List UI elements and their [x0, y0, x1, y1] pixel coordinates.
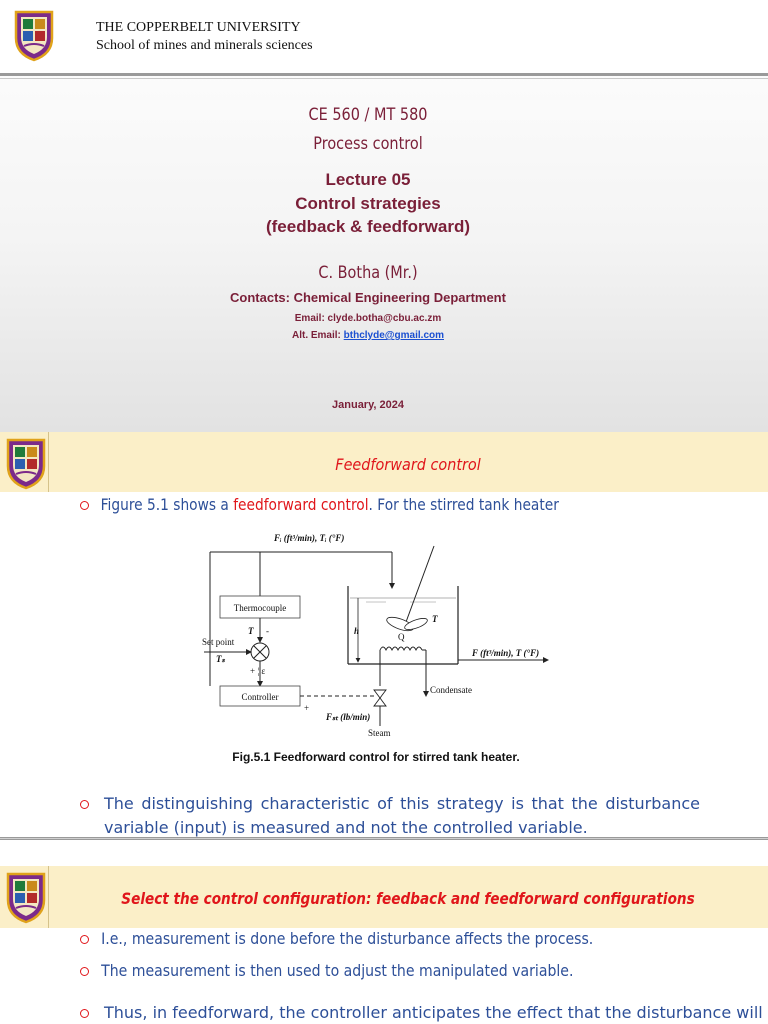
feedforward-slide	[0, 432, 768, 840]
figure-caption: Fig.5.1 Feedforward control for stirred tank heater.	[232, 750, 520, 764]
bullet-icon	[80, 800, 89, 809]
alt-email-line	[0, 330, 736, 341]
tank-t-label: T	[432, 614, 438, 624]
title-divider	[48, 866, 49, 928]
date-line: January, 2024	[332, 399, 404, 411]
inlet-label: Fᵢ (ft³/min), Tᵢ (°F)	[274, 533, 345, 543]
bullet-item	[80, 927, 700, 951]
set-point-label: Set point	[202, 637, 235, 647]
slide-divider-thin	[0, 838, 768, 839]
ts-label: Tₛ	[216, 654, 225, 664]
bullet-icon	[80, 1009, 89, 1018]
steam-label: Steam	[368, 728, 391, 738]
bullet-item	[80, 792, 700, 840]
contacts-line: Contacts: Chemical Engineering Department	[230, 290, 506, 305]
course-code: CE 560 / MT 580	[308, 105, 428, 125]
bullet-text: The measurement is then used to adjust the manipulated variable.	[101, 961, 574, 980]
university-crest-icon	[4, 870, 48, 924]
lecture-number: Lecture 05	[325, 170, 411, 189]
title-divider	[48, 432, 49, 492]
bullet-text: The distinguishing characteristic of this strategy is that the disturbance variable (input) is measured and not the controlled variable.	[104, 794, 700, 837]
steam-flow-label: Fₛₜ (lb/min)	[326, 712, 371, 722]
lecture-topic-line2: (feedback & feedforward)	[265, 217, 471, 236]
email-line: Email: clyde.botha@cbu.ac.zm	[294, 313, 442, 324]
slide-title: Select the control configuration: feedback and feedforward configurations	[121, 889, 695, 908]
controller-label: Controller	[241, 692, 279, 702]
bullet-text: I.e., measurement is done before the disturbance affects the process.	[101, 929, 594, 948]
author-name: C. Botha (Mr.)	[318, 263, 418, 283]
university-crest-icon	[12, 8, 56, 62]
header-rule	[0, 73, 768, 76]
university-crest-icon	[4, 436, 48, 490]
lecture-topic-line1: Control strategies	[295, 194, 441, 213]
sensor-t-label: T	[248, 626, 254, 636]
header-rule-thin	[0, 78, 768, 79]
configuration-slide	[0, 852, 768, 1024]
bullet-highlight: feedforward control	[233, 495, 369, 514]
course-subject: Process control	[313, 134, 423, 154]
bullet-text-pre: Figure 5.1 shows a	[100, 495, 234, 514]
school-name: School of mines and minerals sciences	[96, 38, 313, 53]
bullet-item	[80, 1001, 763, 1024]
alt-email-label: Alt. Email:	[291, 330, 344, 341]
slide-header	[0, 0, 768, 74]
bullet-item	[80, 493, 700, 517]
alt-email-link[interactable]: bthclyde@gmail.com	[343, 330, 444, 341]
plus-sign: +	[304, 703, 310, 713]
condensate-label: Condensate	[430, 685, 472, 695]
bullet-text	[80, 493, 613, 517]
outlet-label: F (ft³/min), T (°F)	[472, 648, 540, 658]
feedforward-diagram	[196, 526, 556, 746]
title-slide	[0, 0, 768, 432]
university-name: THE COPPERBELT UNIVERSITY	[96, 20, 301, 35]
bullet-item	[80, 959, 700, 983]
thermocouple-label: Thermocouple	[233, 603, 287, 613]
level-h-label: h	[354, 626, 360, 636]
error-label: + ¦ ε	[250, 666, 266, 676]
heat-q-label: Q	[398, 632, 405, 642]
slide-title: Feedforward control	[335, 455, 481, 474]
bullet-text: Thus, in feedforward, the controller anticipates the effect that the disturbance will	[104, 1003, 763, 1022]
minus-sign: -	[266, 626, 269, 636]
bullet-text-post: . For the stirred tank heater	[368, 495, 559, 514]
